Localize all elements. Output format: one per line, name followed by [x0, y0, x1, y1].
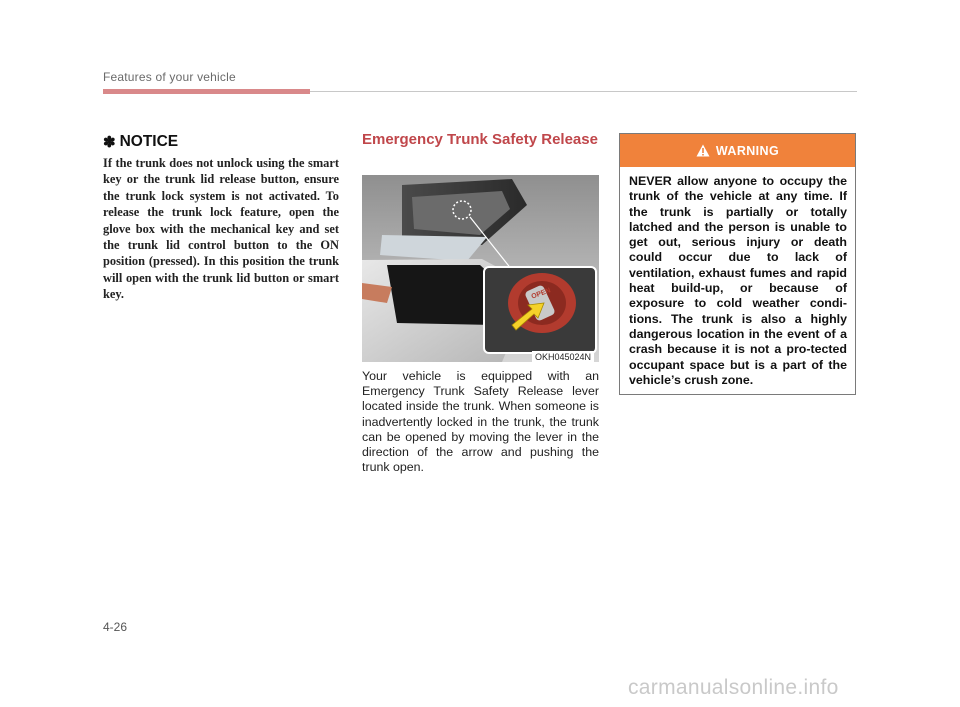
warning-body: NEVER allow anyone to occupy the trunk of the vehicle at any time. If the trunk is partially or totally latched and the person is unable to get out, serious injury or death could occur due to lack of ventilation, exhaust fumes and rapid heat build-up, or because of exposure to cold weather condi-tions. The trunk is also a highly dangerous location in the event of a crash because it is not a pro-tected occupant space but is a part of the vehicle’s crush zone.	[629, 174, 847, 387]
page-number: 4-26	[103, 620, 128, 634]
lever-open-label: OPEN	[530, 287, 552, 301]
notice-block	[103, 133, 339, 303]
watermark: carmanualsonline.info	[628, 676, 839, 699]
warning-box	[619, 133, 856, 395]
trunk-release-photo	[362, 175, 599, 362]
section-title: Features of your vehicle	[103, 70, 236, 84]
emergency-release-title: Emergency Trunk Safety Release	[362, 131, 598, 148]
notice-body: If the trunk does not unlock using the smart key or the trunk lid release button, ensure the trunk lock system is not activated. To release the trunk lock feature, open the glove box with the mechanical key and set the trunk lid control button to the ON position (pressed). In this position the trunk will open with the trunk lid button or smart key.	[103, 156, 339, 302]
notice-heading	[103, 133, 339, 151]
header-accent-rule	[103, 89, 310, 94]
header-rule	[310, 91, 857, 92]
warning-heading: WARNING	[715, 143, 780, 158]
notice-star-icon: ✽	[103, 134, 116, 151]
warning-header	[620, 134, 855, 167]
image-caption: OKH045024N	[532, 351, 594, 363]
warning-triangle-icon	[696, 144, 710, 157]
emergency-release-body: Your vehicle is equipped with an Emergency Trunk Safety Release lever located inside the trunk. When someone is inadvertently locked in the trunk, the trunk can be opened by moving the lever in the direction of the arrow and pushing the trunk open.	[362, 369, 599, 475]
notice-heading-text: NOTICE	[119, 133, 179, 150]
